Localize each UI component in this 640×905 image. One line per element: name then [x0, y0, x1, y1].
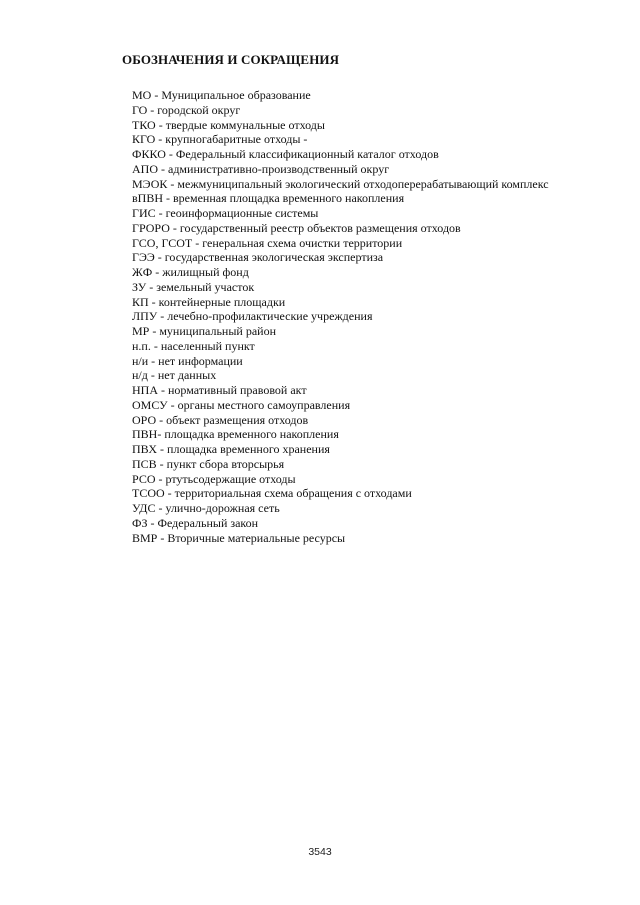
abbreviation-entry: УДС - улично-дорожная сеть — [132, 501, 280, 515]
abbreviation-entry: МО - Муниципальное образование — [132, 88, 311, 102]
abbreviation-entry: ВМР - Вторичные материальные ресурсы — [132, 530, 346, 545]
abbreviation-entry: ТКО - твердые коммунальные отходы — [132, 117, 325, 132]
abbreviation-entry: ГЭЭ - государственная экологическая экспертиза — [132, 250, 384, 265]
section-heading: ОБОЗНАЧЕНИЯ И СОКРАЩЕНИЯ — [122, 52, 340, 67]
abbreviation-entry: ПСВ - пункт сбора вторсырья — [132, 456, 285, 471]
abbreviation-entry: ФККО - Федеральный классификационный каталог отходов — [132, 147, 439, 161]
abbreviation-entry: ТСОО - территориальная схема обращения с отходами — [132, 486, 412, 501]
abbreviation-entry: РСО - ртутьсодержащие отходы — [132, 471, 296, 486]
page-number: 3543 — [308, 846, 332, 858]
abbreviation-entry: НПА - нормативный правовой акт — [132, 383, 307, 397]
abbreviation-entry: ПВХ - площадка временного хранения — [132, 442, 330, 456]
abbreviation-entry: ЖФ - жилищный фонд — [132, 265, 249, 279]
abbreviation-list — [132, 88, 602, 545]
abbreviation-entry: ГРОРО - государственный реестр объектов размещения отходов — [132, 220, 461, 235]
abbreviation-entry: ОРО - объект размещения отходов — [132, 412, 309, 427]
abbreviation-entry: вПВН - временная площадка временного накопления — [132, 191, 405, 206]
abbreviation-entry: н/д - нет данных — [132, 368, 217, 383]
abbreviation-entry: ЗУ - земельный участок — [132, 279, 255, 294]
abbreviation-entry: КП - контейнерные площадки — [132, 294, 286, 309]
abbreviation-entry: ФЗ - Федеральный закон — [132, 515, 259, 530]
abbreviation-entry: АПО - административно-производственный округ — [132, 161, 390, 176]
abbreviation-entry: ГСО, ГСОТ - генеральная схема очистки территории — [132, 235, 403, 250]
abbreviation-entry: МР - муниципальный район — [132, 324, 277, 338]
abbreviation-entry: КГО - крупногабаритные отходы - — [132, 132, 308, 147]
abbreviation-entry: ОМСУ - органы местного самоуправления — [132, 397, 351, 412]
abbreviation-entry: ПВН- площадка временного накопления — [132, 427, 339, 442]
abbreviation-entry: ГИС - геоинформационные системы — [132, 206, 319, 220]
abbreviation-entry: н.п. - населенный пункт — [132, 338, 255, 353]
abbreviation-entry: н/и - нет информации — [132, 353, 243, 368]
abbreviation-entry: МЭОК - межмуниципальный экологический отходоперерабатывающий комплекс — [132, 176, 549, 191]
abbreviation-entry: ЛПУ - лечебно-профилактические учреждения — [132, 309, 373, 324]
abbreviation-entry: ГО - городской округ — [132, 102, 241, 117]
